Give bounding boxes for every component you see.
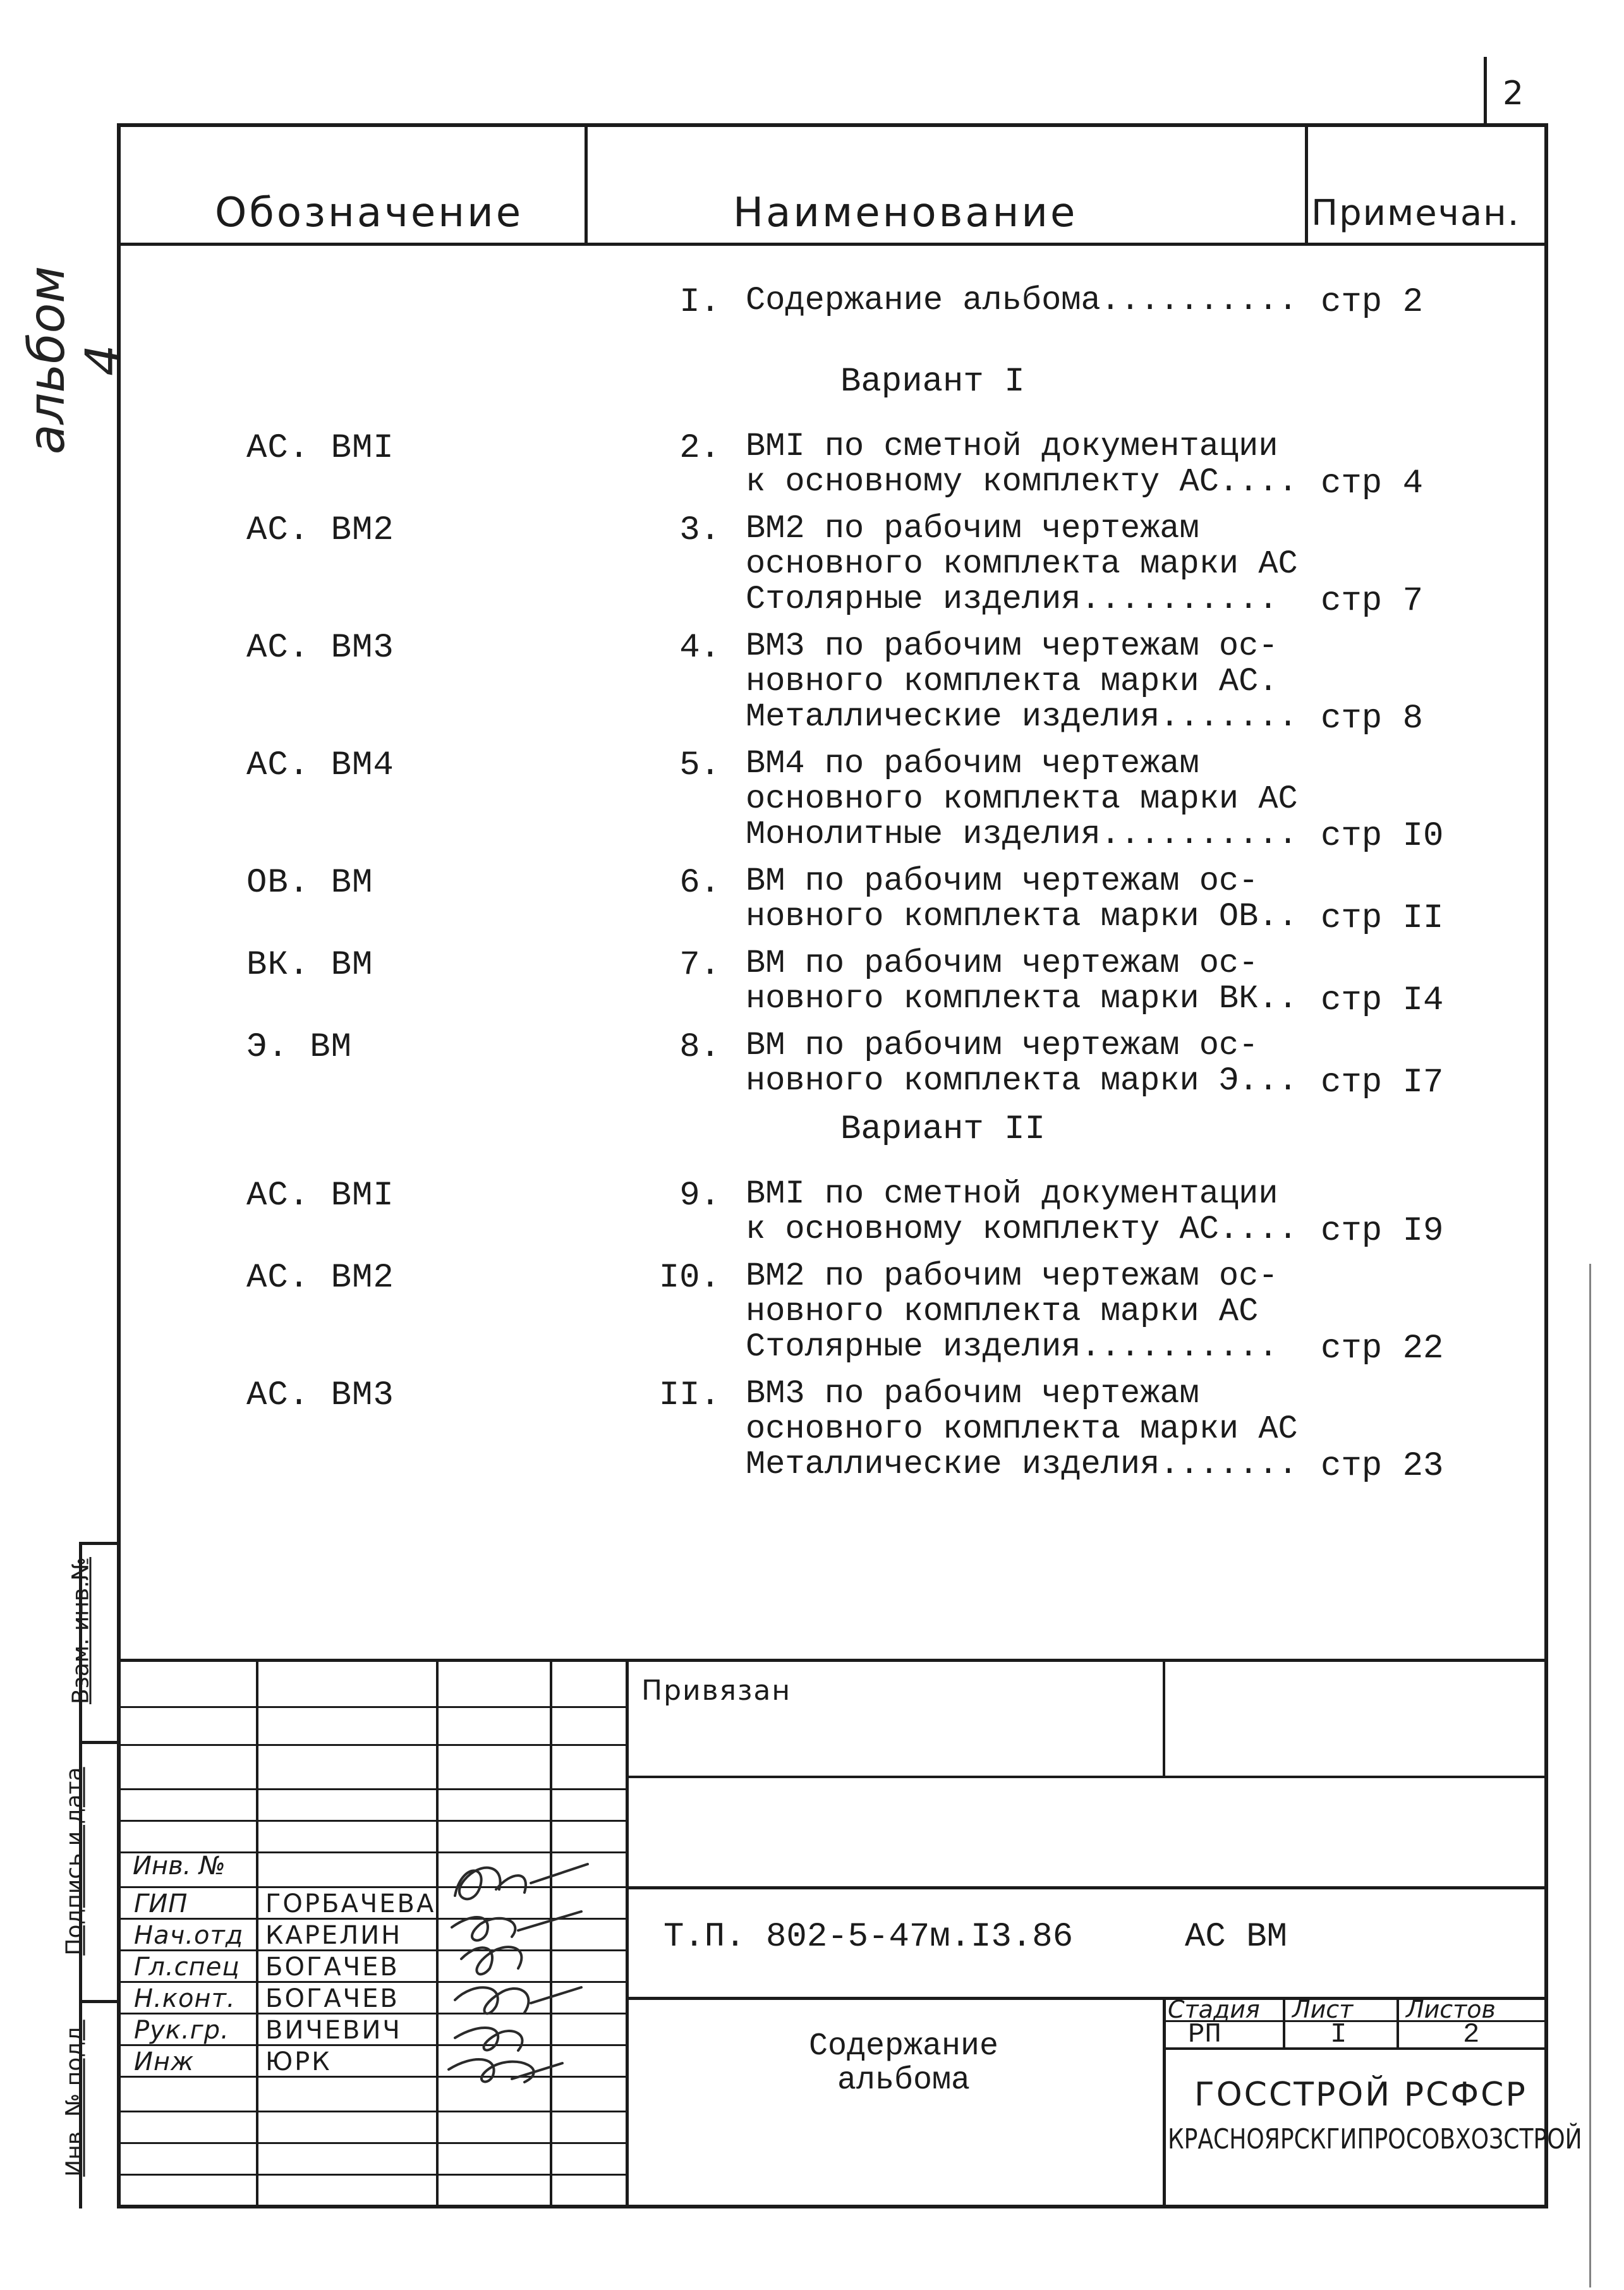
stamp-left-grid-rule [117, 1820, 627, 1822]
contents-code: АС. ВМ3 [246, 1376, 394, 1415]
stamp-left-grid-rule [117, 1706, 627, 1708]
stamp-sheet-label: Лист [1292, 1996, 1354, 2023]
contents-item-number: 6. [679, 864, 720, 902]
contents-code: АС. ВМ3 [246, 629, 394, 667]
stamp-left-grid-rule [117, 1744, 627, 1746]
col-header-name: Наименование [733, 190, 1078, 236]
stamp-privyazan-label: Привязан [641, 1675, 792, 1707]
stamp-org-gosstroy: ГОССТРОЙ РСФСР [1194, 2076, 1527, 2114]
stamp-vline-sheet [1283, 1997, 1285, 2047]
contents-item-text: Содержание альбома.......... [746, 282, 1298, 319]
stamp-stage-label: Стадия [1168, 1996, 1260, 2023]
col-header-designation: Обозначение [215, 190, 524, 236]
contents-item-text: новного комплекта марки АС [746, 1293, 1259, 1330]
contents-item-text: новного комплекта марки Э... [746, 1062, 1298, 1100]
contents-item-text: основного комплекта марки АС [746, 1410, 1298, 1448]
contents-page-ref: стр 2 [1321, 283, 1424, 322]
contents-item-text: ВМ по рабочим чертежам ос- [746, 945, 1259, 982]
stamp-person-name: КАРЕЛИН [265, 1921, 403, 1950]
contents-item-text: новного комплекта марки ОВ.. [746, 898, 1298, 935]
variant-heading: Вариант II [840, 1110, 1046, 1149]
stamp-person-name: ГОРБАЧЕВА [265, 1889, 436, 1918]
header-bottom-rule [117, 243, 1548, 246]
contents-code: ВК. ВМ [246, 946, 373, 984]
stamp-doc-number: Т.П. 802-5-47м.I3.86 [664, 1918, 1074, 1956]
side-note-album: альбом 4 [19, 265, 133, 455]
contents-page-ref: стр 22 [1321, 1330, 1444, 1368]
stamp-mark: АС ВМ [1185, 1918, 1288, 1956]
contents-item-text: новного комплекта марки ВК.. [746, 980, 1298, 1017]
stamp-left-grid-rule [117, 2174, 627, 2176]
contents-item-text: ВМ2 по рабочим чертежам ос- [746, 1257, 1278, 1295]
stamp-role: Гл.спец [134, 1953, 240, 1982]
stamp-sheet-value: I [1330, 2019, 1347, 2051]
stamp-role: Инж [134, 2047, 195, 2076]
contents-page-ref: стр II [1321, 899, 1444, 938]
contents-item-text: Монолитные изделия.......... [746, 816, 1298, 853]
margin-label-inv-podl: Инв. № подл. [61, 2020, 88, 2177]
contents-page-ref: стр I9 [1321, 1212, 1444, 1251]
contents-item-number: 9. [679, 1177, 720, 1215]
contents-item-text: ВМ3 по рабочим чертежам [746, 1375, 1199, 1412]
contents-item-text: Столярные изделия.......... [746, 1328, 1278, 1366]
stamp-role: Нач.отд [134, 1921, 244, 1950]
contents-item-text: ВМ по рабочим чертежам ос- [746, 863, 1259, 900]
contents-item-number: 7. [679, 946, 720, 984]
stamp-stage-value: РП [1188, 2019, 1221, 2051]
contents-item-text: ВМI по сметной документации [746, 1175, 1278, 1213]
contents-item-text: ВМ3 по рабочим чертежам ос- [746, 627, 1278, 665]
contents-item-number: 4. [679, 629, 720, 667]
contents-page-ref: стр I4 [1321, 981, 1444, 1020]
signatures-graphic [436, 1851, 626, 2117]
contents-page-ref: стр 4 [1321, 464, 1424, 503]
contents-page-ref: стр 8 [1321, 700, 1424, 738]
stamp-vline-privyazan [1163, 1659, 1165, 1776]
stamp-hline-privyazan [626, 1776, 1548, 1778]
stamp-role: Н.конт. [134, 1984, 236, 2013]
page-number-box-divider [1484, 57, 1487, 126]
stamp-left-grid-rule [117, 2142, 627, 2144]
margin-strip-top [79, 1542, 120, 1545]
stamp-hline-docnum-top [626, 1886, 1548, 1889]
stamp-person-name: ЮРК [265, 2047, 332, 2076]
contents-item-number: 8. [679, 1028, 720, 1067]
col-header-note: Примечан. [1311, 193, 1520, 234]
stamp-vline-sheets [1397, 1997, 1399, 2047]
stamp-role: ГИП [134, 1889, 188, 1918]
stamp-org-institute: КРАСНОЯРСКГИПРОСОВХОЗСТРОЙ [1168, 2123, 1582, 2155]
contents-code: АС. ВМI [246, 1177, 394, 1215]
contents-item-text: ВМ4 по рабочим чертежам [746, 745, 1199, 782]
contents-code: АС. ВМI [246, 429, 394, 468]
stamp-vline-stage [1163, 1997, 1166, 2208]
scan-edge-mark [1589, 1264, 1591, 2287]
header-divider-2 [1305, 123, 1308, 243]
contents-page-ref: стр 23 [1321, 1447, 1444, 1486]
contents-item-text: Металлические изделия....... [746, 1446, 1298, 1483]
stamp-person-name: БОГАЧЕВ [265, 1953, 399, 1982]
contents-code: Э. ВМ [246, 1028, 353, 1067]
contents-code: АС. ВМ2 [246, 1259, 394, 1297]
stamp-sheet-title: Содержание альбома [808, 2028, 999, 2099]
stamp-person-name: ВИЧЕВИЧ [265, 2016, 402, 2045]
variant-heading: Вариант I [840, 363, 1025, 401]
contents-item-text: к основному комплекту АС.... [746, 1211, 1298, 1248]
stamp-left-grid-rule [117, 1788, 627, 1790]
contents-code: АС. ВМ4 [246, 746, 394, 785]
stamp-role: Рук.гр. [134, 2016, 229, 2045]
contents-page-ref: стр I0 [1321, 817, 1444, 856]
contents-page-ref: стр I7 [1321, 1063, 1444, 1102]
contents-item-number: I. [679, 283, 720, 322]
contents-item-text: новного комплекта марки АС. [746, 663, 1278, 700]
contents-item-text: основного комплекта марки АС [746, 780, 1298, 818]
contents-item-number: 3. [679, 511, 720, 550]
contents-item-text: к основному комплекту АС.... [746, 463, 1298, 500]
contents-item-number: II. [658, 1376, 720, 1415]
page-number: 2 [1503, 75, 1524, 112]
contents-item-number: 2. [679, 429, 720, 468]
stamp-sheets-value: 2 [1463, 2019, 1480, 2051]
contents-item-text: основного комплекта марки АС [746, 545, 1298, 583]
margin-label-podpis: Подпись и дата [61, 1767, 88, 1956]
margin-label-vzam: Взам. инв.№ [68, 1557, 94, 1704]
stamp-vline-main [626, 1659, 629, 2208]
contents-item-text: Столярные изделия.......... [746, 581, 1278, 618]
contents-item-number: I0. [658, 1259, 720, 1297]
contents-item-number: 5. [679, 746, 720, 785]
contents-page-ref: стр 7 [1321, 582, 1424, 621]
stamp-top-rule [117, 1659, 1548, 1662]
contents-item-text: Металлические изделия....... [746, 698, 1298, 736]
contents-item-text: ВМ по рабочим чертежам ос- [746, 1027, 1259, 1064]
contents-item-text: ВМI по сметной документации [746, 428, 1278, 465]
header-divider-1 [585, 123, 588, 243]
stamp-sheets-label: Листов [1406, 1996, 1496, 2023]
contents-item-text: ВМ2 по рабочим чертежам [746, 510, 1199, 547]
contents-code: ОВ. ВМ [246, 864, 373, 902]
stamp-inv-no-label: Инв. № [133, 1851, 226, 1881]
stamp-person-name: БОГАЧЕВ [265, 1984, 399, 2013]
contents-code: АС. ВМ2 [246, 511, 394, 550]
